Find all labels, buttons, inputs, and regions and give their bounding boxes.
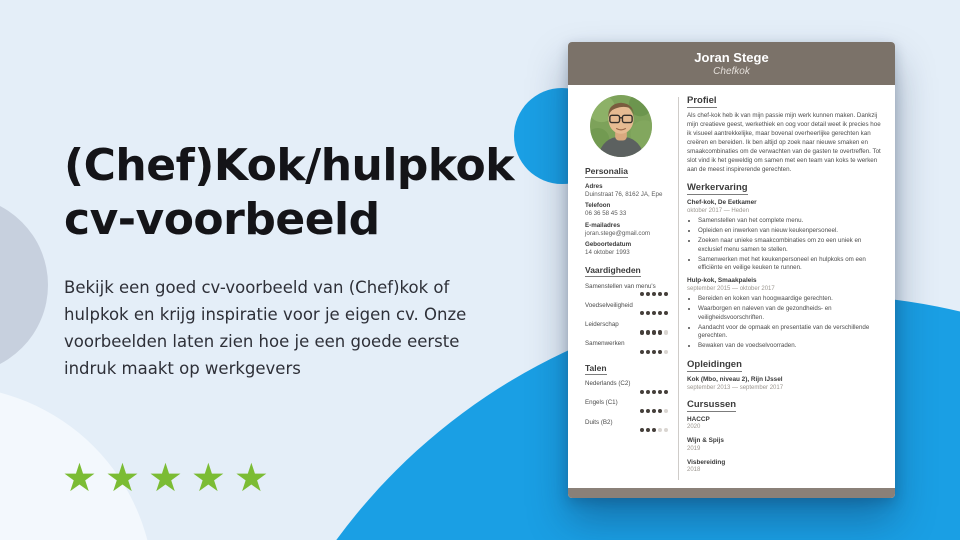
course-title: Wijn & Spijs xyxy=(687,437,724,445)
course-item xyxy=(687,416,885,431)
skill-dot xyxy=(640,390,644,394)
star-icon: ★ xyxy=(233,456,277,501)
experience-heading: Werkervaring xyxy=(687,182,748,194)
field-label: Telefoon xyxy=(585,202,611,209)
skill-dot xyxy=(640,350,644,354)
education-heading: Opleidingen xyxy=(687,359,742,371)
courses-heading: Cursussen xyxy=(687,398,737,410)
skill-dot xyxy=(646,350,650,354)
skill-dot xyxy=(658,409,662,413)
skill-dot xyxy=(652,409,656,413)
skill-dot xyxy=(658,292,662,296)
skill-dot xyxy=(652,292,656,296)
skill-row xyxy=(585,302,669,316)
skill-dot xyxy=(658,428,662,432)
cv-role: Chefkok xyxy=(713,66,750,77)
skill-name: Leiderschap xyxy=(585,320,619,328)
skill-dot xyxy=(640,292,644,296)
field-value: Duinstraat 76, 8162 JA, Epe xyxy=(585,190,663,198)
job-title: Chef-kok, De Eetkamer xyxy=(687,199,757,207)
skill-dot xyxy=(664,428,668,432)
experience-item xyxy=(687,199,885,273)
education-title: Kok (Mbo, niveau 2), Rijn IJssel xyxy=(687,376,783,384)
cv-sidebar xyxy=(585,95,669,482)
rating-stars xyxy=(62,456,277,501)
skill-dot xyxy=(664,409,668,413)
personalia-field xyxy=(585,222,669,237)
skill-dot xyxy=(646,428,650,432)
skill-level xyxy=(585,311,669,315)
languages-heading: Talen xyxy=(585,362,607,373)
cv-body xyxy=(568,85,895,488)
language-level xyxy=(585,409,669,413)
course-year: 2018 xyxy=(687,467,701,474)
course-title: Visbereiding xyxy=(687,458,726,466)
skill-dot xyxy=(640,311,644,315)
skill-name: Samenstellen van menu's xyxy=(585,282,656,290)
decor-circle-gray xyxy=(0,196,48,374)
skill-dot xyxy=(652,428,656,432)
cv-footer-edge xyxy=(568,488,895,498)
skill-dot xyxy=(658,311,662,315)
skill-dot xyxy=(658,390,662,394)
skill-level xyxy=(585,330,669,334)
course-year: 2020 xyxy=(687,424,701,431)
job-bullet: • Zoeken naar unieke smaakcombinaties om zo een uniek en exclusief menu samen te stellen. xyxy=(698,237,885,255)
job-bullet: • Aandacht voor de opmaak en presentatie van de verschillende gerechten. xyxy=(698,324,885,342)
personalia-field xyxy=(585,202,669,217)
cv-main-column xyxy=(687,95,885,482)
skill-level xyxy=(585,292,669,296)
skill-dot xyxy=(664,311,668,315)
star-icon: ★ xyxy=(104,456,148,501)
skill-row xyxy=(585,321,669,335)
job-bullet: • Samenwerken met het keukenpersoneel en hulpkoks om een efficiënte en veilige keuken te runnen. xyxy=(698,256,885,274)
page-title-line1: (Chef)Kok/hulpkok xyxy=(64,140,514,192)
star-icon: ★ xyxy=(147,456,191,501)
skill-dot xyxy=(652,390,656,394)
job-title: Hulp-kok, Smaakpaleis xyxy=(687,277,757,285)
skill-dot xyxy=(640,428,644,432)
skill-name: Samenwerken xyxy=(585,340,625,348)
skill-dot xyxy=(658,350,662,354)
star-icon: ★ xyxy=(190,456,234,501)
job-bullet: • Bereiden en koken van hoogwaardige gerechten. xyxy=(698,295,885,304)
cv-name: Joran Stege xyxy=(694,50,769,65)
skill-dot xyxy=(664,292,668,296)
profile-heading: Profiel xyxy=(687,95,717,106)
skill-dot xyxy=(652,311,656,315)
job-bullet: • Bewaken van de voedselvoorraden. xyxy=(698,342,885,351)
cv-column-divider xyxy=(678,97,679,480)
language-row xyxy=(585,399,669,413)
job-bullet: • Samenstellen van het complete menu. xyxy=(698,217,885,226)
language-name: Engels (C1) xyxy=(585,399,618,407)
star-icon: ★ xyxy=(62,456,105,501)
job-bullet: • Waarborgen en naleven van de gezondheids- en veiligheidsvoorschriften. xyxy=(698,305,885,323)
cv-header xyxy=(568,42,895,85)
avatar-photo xyxy=(590,95,652,157)
experience-item xyxy=(687,277,885,351)
skill-dot xyxy=(664,330,668,334)
education-period: september 2013 — september 2017 xyxy=(687,384,784,391)
job-bullet: • Opleiden en inwerken van nieuw keukenpersoneel. xyxy=(698,227,885,236)
course-year: 2019 xyxy=(687,445,701,452)
job-period: september 2015 — oktober 2017 xyxy=(687,285,775,292)
skill-dot xyxy=(646,311,650,315)
skill-dot xyxy=(646,292,650,296)
field-label: Geboortedatum xyxy=(585,241,632,248)
cv-preview[interactable] xyxy=(568,42,895,498)
job-period: oktober 2017 — Heden xyxy=(687,207,750,214)
language-row xyxy=(585,380,669,394)
skill-row xyxy=(585,340,669,354)
job-bullets xyxy=(687,295,885,351)
skill-dot xyxy=(646,390,650,394)
skill-dot xyxy=(664,350,668,354)
personalia-field xyxy=(585,241,669,256)
field-label: E-mailadres xyxy=(585,221,621,229)
skill-dot xyxy=(640,330,644,334)
skill-dot xyxy=(652,330,656,334)
page-title-line2: cv-voorbeeld xyxy=(64,194,380,246)
skill-row xyxy=(585,283,669,297)
education-item xyxy=(687,376,885,391)
skill-dot xyxy=(652,350,656,354)
profile-text: Als chef-kok heb ik van mijn passie mijn werk kunnen maken. Dankzij mijn creatieve geest, werkethiek en oog voor detail weet ik precies hoe ik visueel aantrekkelijke, maar bovenal overheerlijke gerechten kan creëren en bereiden. Ik ben altijd op zoek naar nieuwe smaken en smaakcombinaties om de verwachten van de gasten te overtreffen. Tot slot vind ik het geweldig om samen met een team van koks te werken aan de meest inspirerende gerechten. xyxy=(687,112,881,173)
field-value: 06 36 58 45 33 xyxy=(585,210,627,217)
skill-level xyxy=(585,350,669,354)
personalia-heading: Personalia xyxy=(585,166,628,176)
language-row xyxy=(585,419,669,433)
field-value: 14 oktober 1993 xyxy=(585,249,630,256)
page-title xyxy=(64,139,514,246)
skill-dot xyxy=(646,330,650,334)
course-item xyxy=(687,459,885,474)
language-name: Duits (B2) xyxy=(585,418,613,426)
language-level xyxy=(585,390,669,394)
language-name: Nederlands (C2) xyxy=(585,380,631,388)
skill-dot xyxy=(664,390,668,394)
job-bullets xyxy=(687,217,885,273)
personalia-field xyxy=(585,183,669,198)
skill-dot xyxy=(646,409,650,413)
course-item xyxy=(687,437,885,452)
field-value: joran.stege@gmail.com xyxy=(585,229,651,237)
skill-dot xyxy=(640,409,644,413)
course-title: HACCP xyxy=(687,415,710,423)
language-level xyxy=(585,428,669,432)
skill-name: Voedselveiligheid xyxy=(585,301,633,309)
skills-heading: Vaardigheden xyxy=(585,265,641,275)
page-description: Bekijk een goed cv-voorbeeld van (Chef)kok of hulpkok en krijg inspiratie voor je eigen cv. Onze voorbeelden laten zien hoe je een goede eerste indruk maakt op werkgevers xyxy=(64,277,467,378)
field-label: Adres xyxy=(585,182,603,190)
skill-dot xyxy=(658,330,662,334)
